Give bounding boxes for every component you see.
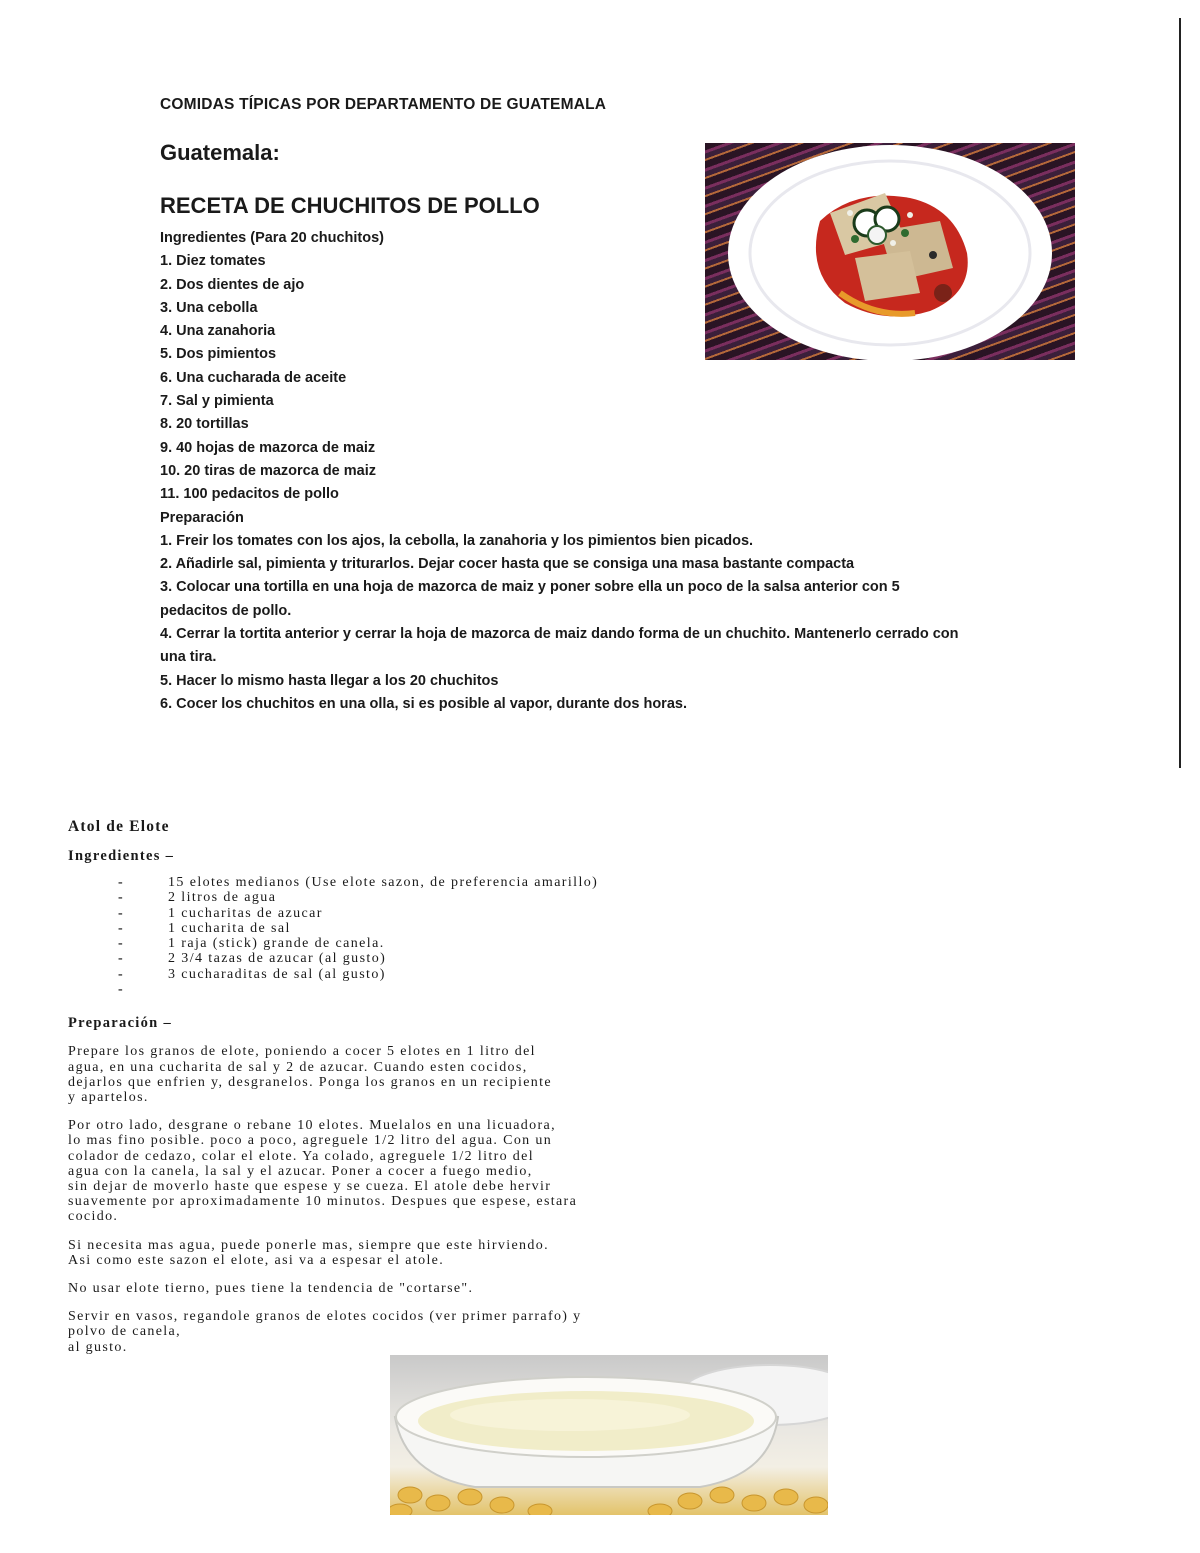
ingredient-item: 9. 40 hojas de mazorca de maiz [160,439,376,456]
ingredients-label: Ingredientes (Para 20 chuchitos) [160,230,385,246]
ingredient-text: 1 cucharita de sal [168,920,291,936]
document-title: COMIDAS TÍPICAS POR DEPARTAMENTO DE GUATEMALA [160,96,607,113]
ingredient-text: 1 cucharitas de azucar [168,905,323,921]
ingredient-item: 2. Dos dientes de ajo [160,276,305,293]
paragraph-line: colador de cedazo, colar el elote. Ya colado, agreguele 1/2 litro del [68,1148,534,1164]
ingredient-item: 6. Una cucharada de aceite [160,369,347,386]
atol-ingredients-label: Ingredientes – [68,848,175,864]
bullet-dash: - [118,951,125,967]
bullet-dash: - [118,936,125,952]
preparation-paragraph [68,1238,1008,1268]
ingredient-text: 3 cucharaditas de sal (al gusto) [168,966,386,982]
paragraph-line: cocido. [68,1209,119,1225]
region-heading: Guatemala: [160,140,280,165]
recipe-title: RECETA DE CHUCHITOS DE POLLO [160,193,540,218]
ingredient-item: 5. Dos pimientos [160,346,277,363]
ingredient-item: 4. Una zanahoria [160,323,276,340]
paragraph-line: Asi como este sazon el elote, asi va a espesar el atole. [68,1252,445,1268]
list-item [68,982,1008,997]
preparation-step: 1. Freir los tomates con los ajos, la cebolla, la zanahoria y los pimientos bien picados. [160,532,754,549]
ingredient-item: 10. 20 tiras de mazorca de maiz [160,462,376,479]
list-item [68,936,1008,951]
atol-preparation-label: Preparación – [68,1015,173,1032]
atol-bowl-illustration [390,1355,828,1515]
paragraph-line: agua con la canela, la sal y el azucar. Poner a cocer a fuego medio, [68,1163,533,1179]
bullet-dash: - [118,966,125,982]
bullet-dash: - [118,875,125,890]
ingredient-item: 8. 20 tortillas [160,416,249,433]
list-item [68,967,1008,982]
ingredient-item: 1. Diez tomates [160,253,266,270]
bullet-dash: - [118,905,125,921]
preparation-step: 3. Colocar una tortilla en una hoja de mazorca de maiz y poner sobre ella un poco de la salsa anterior con 5 pedacitos de pollo. [160,579,900,619]
paragraph-line: Prepare los granos de elote, poniendo a cocer 5 elotes en 1 litro del [68,1044,536,1060]
atol-section [68,818,1008,1368]
paragraph-line: polvo de canela, [68,1324,181,1340]
ingredient-text: 2 3/4 tazas de azucar (al gusto) [168,951,387,967]
preparation-paragraph [68,1309,1008,1355]
paragraph-line: agua, en una cucharita de sal y 2 de azucar. Cuando esten cocidos, [68,1059,528,1075]
ingredient-text: 2 litros de agua [168,890,277,906]
paragraph-line: sin dejar de moverlo haste que espese y se cueza. El atole debe hervir [68,1179,552,1194]
paragraph-line: suavemente por aproximadamente 10 minutos. Despues que espese, estara [68,1194,578,1210]
ingredient-item: 3. Una cebolla [160,299,258,316]
paragraph-line: lo mas fino posible. poco a poco, agreguele 1/2 litro del agua. Con un [68,1133,553,1149]
ingredient-item: 11. 100 pedacitos de pollo [160,486,339,503]
list-item [68,921,1008,936]
paragraph-line: Si necesita mas agua, puede ponerle mas, siempre que este hirviendo. [68,1237,549,1253]
atol-title: Atol de Elote [68,818,170,835]
chuchitos-plate-illustration [705,143,1075,360]
atol-photo [390,1355,828,1515]
preparation-step: 2. Añadirle sal, pimienta y triturarlos. Dejar cocer hasta que se consiga una masa bastante compacta [160,556,855,573]
paragraph-line: Por otro lado, desgrane o rebane 10 elotes. Muelalos en una licuadora, [68,1118,556,1134]
list-item [68,875,1008,890]
paragraph-line: No usar elote tierno, pues tiene la tendencia de "cortarse". [68,1281,474,1297]
bullet-dash: - [118,890,125,906]
page-edge-line [1179,18,1181,768]
bullet-dash: - [118,982,125,998]
list-item [68,890,1008,905]
bullet-dash: - [118,920,125,936]
list-item [68,906,1008,921]
preparation-paragraph [68,1281,1008,1296]
paragraph-line: y apartelos. [68,1089,149,1105]
chuchitos-photo [705,143,1075,360]
paragraph-line: dejarlos que enfrien y, desgranelos. Ponga los granos en un recipiente [68,1074,552,1090]
paragraph-line: Servir en vasos, regandole granos de elotes cocidos (ver primer parrafo) y [68,1309,582,1325]
preparation-label: Preparación [160,509,244,526]
ingredient-text: 15 elotes medianos (Use elote sazon, de preferencia amarillo) [168,875,599,890]
paragraph-line: al gusto. [68,1339,128,1355]
ingredient-item: 7. Sal y pimienta [160,393,274,410]
atol-ingredient-list [68,875,1008,997]
list-item [68,951,1008,966]
preparation-step: 5. Hacer lo mismo hasta llegar a los 20 chuchitos [160,672,499,689]
ingredient-text: 1 raja (stick) grande de canela. [168,936,385,952]
preparation-paragraph [68,1118,1008,1224]
preparation-paragraph [68,1044,1008,1105]
preparation-step: 4. Cerrar la tortita anterior y cerrar la hoja de mazorca de maiz dando forma de un chuchito. Mantenerlo cerrado con una tira. [160,626,959,666]
preparation-step: 6. Cocer los chuchitos en una olla, si es posible al vapor, durante dos horas. [160,695,687,712]
